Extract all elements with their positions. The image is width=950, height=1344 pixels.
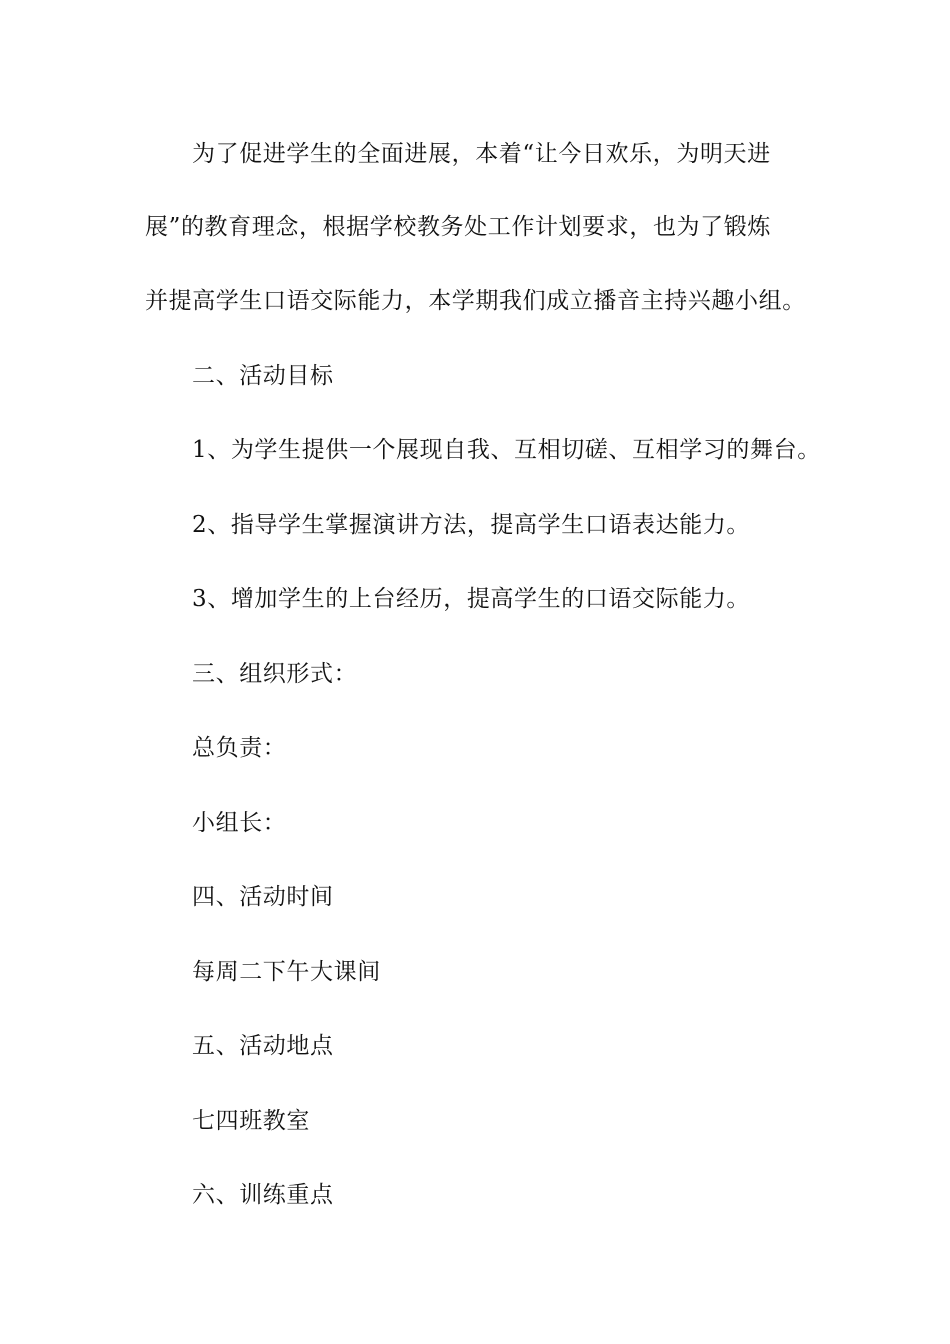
section-heading-time: 四、活动时间 (192, 884, 334, 910)
activity-location-text: 七四班教室 (192, 1108, 310, 1134)
section-heading-focus: 六、训练重点 (192, 1182, 334, 1208)
organization-line-chief: 总负责： (192, 735, 287, 761)
intro-paragraph-line-2: 展”的教育理念，根据学校教务处工作计划要求，也为了锻炼 (145, 214, 771, 240)
goal-item-2: 2、指导学生掌握演讲方法，提高学生口语表达能力。 (192, 512, 751, 538)
organization-line-leader: 小组长： (192, 810, 287, 836)
intro-paragraph-line-3: 并提高学生口语交际能力，本学期我们成立播音主持兴趣小组。 (145, 288, 806, 314)
activity-time-text: 每周二下午大课间 (192, 959, 381, 985)
intro-paragraph-line-1: 为了促进学生的全面进展，本着“让今日欢乐，为明天进 (192, 141, 771, 167)
section-heading-goals: 二、活动目标 (192, 363, 334, 389)
goal-item-1: 1、为学生提供一个展现自我、互相切磋、互相学习的舞台。 (192, 437, 821, 463)
goal-item-3: 3、增加学生的上台经历，提高学生的口语交际能力。 (192, 586, 751, 612)
section-heading-location: 五、活动地点 (192, 1033, 334, 1059)
section-heading-organization: 三、组织形式： (192, 661, 358, 687)
